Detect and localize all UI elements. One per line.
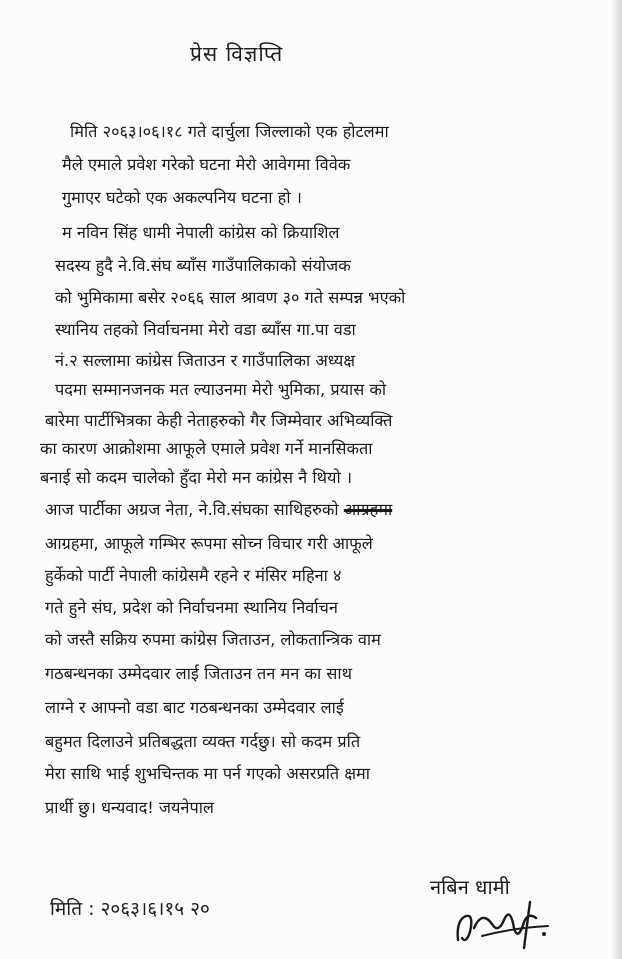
body-line-15: हुर्केको पार्टी नेपाली कांग्रेसमै रहने र मंसिर महिना ४ — [45, 566, 342, 585]
body-line-20: बहुमत दिलाउने प्रतिबद्धता व्यक्त गर्दछु। सो कदम प्रति — [45, 732, 361, 751]
body-line-19: लाग्ने र आफ्नो वडा बाट गठबन्धनका उम्मेदवार लाई — [45, 698, 344, 717]
body-line-21: मेरा साथि भाई शुभचिन्तक मा पर्न गएको असरप्रति क्षमा — [45, 764, 371, 783]
body-line-22: प्रार्थी छु। धन्यवाद! जयनेपाल — [45, 798, 214, 817]
struck-word: आग्रहमा — [343, 500, 393, 519]
body-line-5: सदस्य हुदै ने.वि.संघ ब्याँस गाउँपालिकाको संयोजक — [55, 256, 351, 275]
body-line-18: गठबन्धनका उम्मेदवार लाई जिताउन तन मन का साथ — [45, 664, 352, 683]
body-line-14: आग्रहमा, आफूले गम्भिर रूपमा सोच्न विचार गरी आफूले — [45, 534, 373, 553]
body-line-16: गते हुने संघ, प्रदेश को निर्वाचनमा स्थानिय निर्वाचन — [45, 598, 338, 617]
body-line-10: बारेमा पार्टीभित्रका केही नेताहरुको गैर जिम्मेवार अभिव्यक्ति — [45, 411, 393, 430]
body-line-4: म नविन सिंह धामी नेपाली कांग्रेस को क्रियाशिल — [62, 223, 340, 242]
page-edge-shadow — [610, 0, 622, 959]
letter-title: प्रेस विज्ञप्ति — [190, 42, 284, 66]
signature-icon — [452, 898, 562, 950]
body-line-1: मिति २०६३।०६।१८ गते दार्चुला जिल्लाको एक होटलमा — [70, 122, 389, 141]
letter-date: मिति : २०६३।६।१५ २० — [50, 898, 210, 920]
body-line-2: मैले एमाले प्रवेश गरेको घटना मेरो आवेगमा विवेक — [62, 155, 351, 174]
body-line-3: गुमाएर घटेको एक अकल्पनिय घटना हो । — [62, 188, 302, 207]
body-line-9: पदमा सम्मानजनक मत ल्याउनमा मेरो भुमिका, प्रयास को — [55, 380, 387, 399]
body-line-11: का कारण आक्रोशमा आफूले एमाले प्रवेश गर्ने मानसिकता — [40, 439, 373, 458]
body-line-13-text: आज पार्टीका अग्रज नेता, ने.वि.संघका साथिहरुको — [45, 500, 344, 519]
body-line-12: बनाई सो कदम चालेको हुँदा मेरो मन कांग्रेस नै थियो । — [40, 468, 353, 487]
body-line-17: को जस्तै सक्रिय रुपमा कांग्रेस जिताउन, लोकतान्त्रिक वाम — [45, 630, 381, 649]
body-line-8: नं.२ सल्लामा कांग्रेस जिताउन र गाउँपालिका अध्यक्ष — [55, 351, 356, 370]
body-line-13 — [45, 502, 392, 518]
body-line-6: को भुमिकामा बसेर २०६६ साल श्रावण ३० गते सम्पन्न भएको — [55, 288, 406, 307]
signer-name: नबिन धामी — [430, 875, 510, 899]
body-line-7: स्थानिय तहको निर्वाचनमा मेरो वडा ब्याँस गा.पा वडा — [55, 320, 356, 339]
